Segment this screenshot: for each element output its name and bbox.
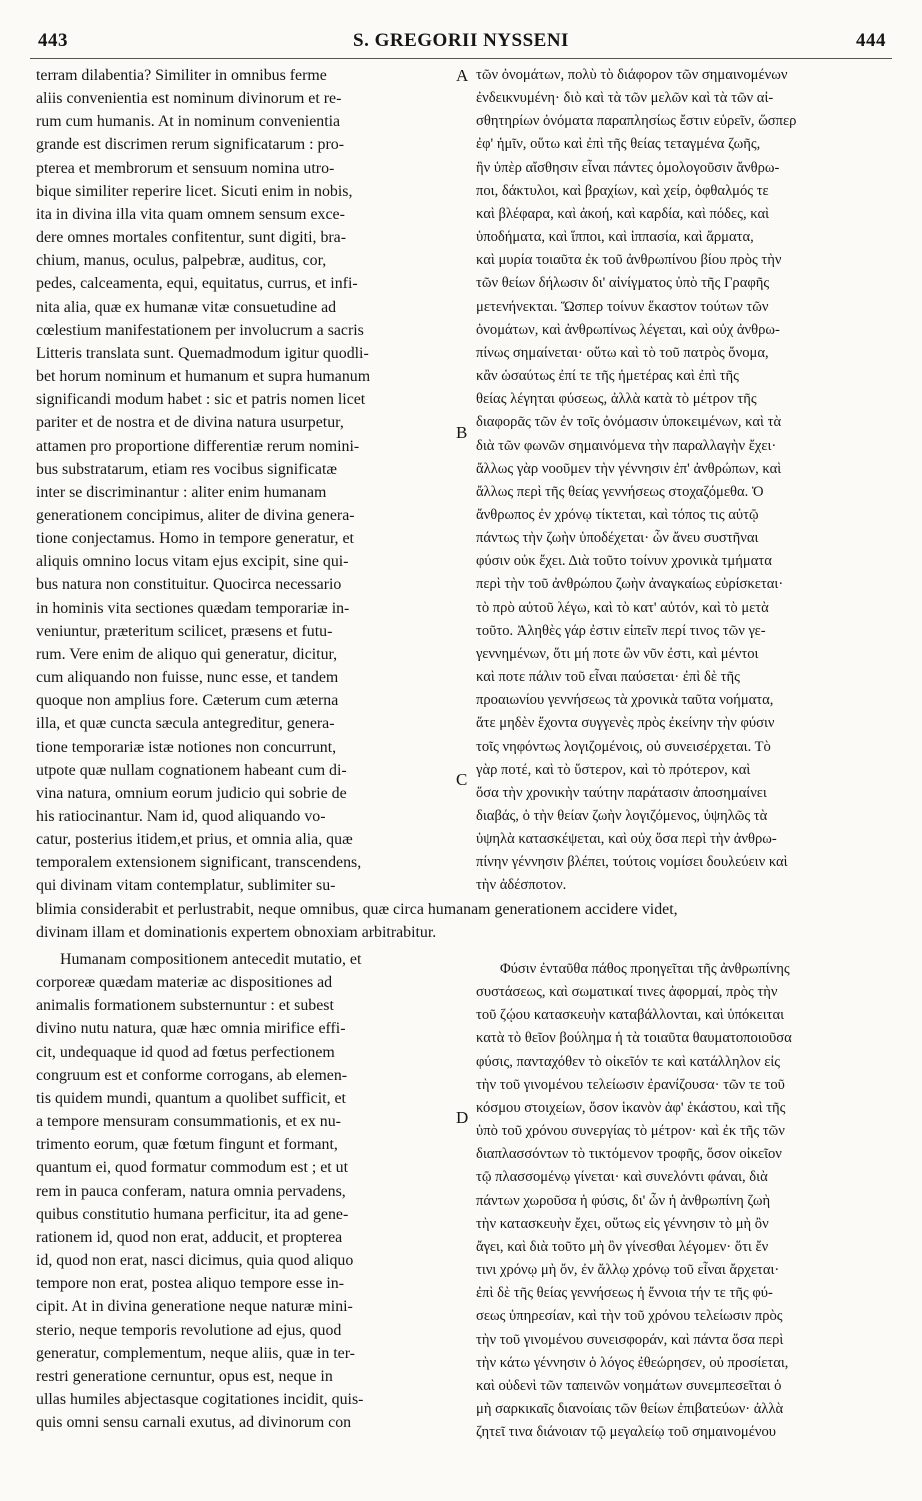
text-line: tis quidem mundi, quantum a quolibet sufficit, et (36, 1089, 346, 1107)
text-line: ἄλλως γὰρ νοοῦμεν τὴν γέννησιν ἐπ' ἀνθρώπων, καὶ (476, 460, 782, 477)
text-line: συστάσεως, καὶ σωματικαί τινες ἀφορμαί, πρὸς τὴν (476, 984, 778, 1001)
text-line: bet horum nominum et humanum et supra humanum (36, 368, 371, 386)
text-line: Litteris translata sunt. Quemadmodum igitur quodli- (36, 344, 369, 362)
text-line: γὰρ ποτέ, καὶ τὸ ὕστερον, καὶ τὸ πρότερον, καὶ (476, 761, 751, 778)
text-line: ἐπὶ δὲ τῆς θείας γεννήσεως ἡ ἔννοια τήν τε τῆς φύ- (476, 1285, 773, 1302)
text-line: μετενήνεκται. Ὥσπερ τοίνυν ἕκαστον τούτων τῶν (476, 298, 769, 315)
text-line: vina natura, omnium eorum judicio qui sobrie de (36, 784, 347, 802)
text-line: quibus constitutio humana perficitur, ita ad gene- (36, 1205, 349, 1223)
margin-letter-c: C (456, 770, 468, 789)
margin-letter-d: D (456, 1108, 469, 1127)
text-line: τὸ πρὸ αὐτοῦ λέγω, καὶ τὸ κατ' αὐτόν, καὶ τὸ μετὰ (476, 599, 769, 616)
text-line: nita alia, quæ ex humanæ vitæ consuetudine ad (36, 298, 337, 316)
text-line: Humanam compositionem antecedit mutatio, et (60, 951, 362, 968)
text-line: διαπλασσόντων τὸ τικτόμενον τροφῆς, ὅσον οἰκεῖον (476, 1146, 782, 1163)
text-line: ἐφ' ἡμῖν, οὕτω καὶ ἐπὶ τῆς θείας τεταγμένα ζωῆς, (476, 136, 761, 153)
text-line: a tempore mensuram consummationis, et ex nu- (36, 1113, 341, 1131)
margin-letter-b: B (456, 423, 468, 442)
text-line: aliquis omnino locus vitam ejus excipit, sine qui- (36, 553, 349, 571)
text-line: quantum ei, quod formatur commodum est ; et ut (36, 1159, 349, 1177)
text-line: φύσις, πανταχόθεν τὸ οἰκεῖόν τε καὶ κατάλληλον εἰς (476, 1053, 781, 1070)
right-page-number: 444 (856, 30, 886, 51)
text-line: ποι, δάκτυλοι, καὶ βραχίων, καὶ χείρ, ὀφθαλμός τε (476, 182, 769, 199)
running-title: S. GREGORII NYSSENI (353, 30, 569, 51)
text-line: congruum est et conforme corrogans, ab elemen- (36, 1066, 348, 1084)
text-line: quoque non amplius fore. Cæterum cum æterna (36, 692, 339, 710)
header-rule (30, 58, 892, 59)
text-line: ἣν ὑπὲρ αἴσθησιν εἶναι πάντες ὁμολογοῦσιν ἄνθρω- (476, 159, 780, 176)
text-line: καὶ οὐδενὶ τῶν ταπεινῶν νοημάτων συνεμπεσεῖται ὁ (476, 1377, 782, 1394)
text-line: tempore non erat, postea aliquo tempore esse in- (36, 1275, 344, 1293)
text-line: blimia considerabit et perlustrabit, neque omnibus, quæ circa humanam generationem accidere videt, (36, 901, 678, 918)
text-line: ζητεῖ τινα διάνοιαν τῷ μεγαλείῳ τοῦ σημαινομένου (476, 1424, 776, 1441)
text-line: κόσμου στοιχείων, ὅσον ἱκανὸν ἀφ' ἑκάστου, καὶ τῆς (476, 1099, 786, 1116)
text-line: τὴν κάτω γέννησιν ὁ λόγος ἐθεώρησεν, οὐ προσίεται, (476, 1354, 789, 1371)
text-line: cum aliquando non fuisse, nunc esse, et tandem (36, 669, 339, 687)
text-line: κατὰ τὸ θεῖον βούλημα ἡ τὰ τοιαῦτα θαυματοποιοῦσα (476, 1030, 792, 1047)
margin-letter-a: A (456, 66, 469, 85)
text-line: ἄλλως περὶ τῆς θείας γεννήσεως στοχαζόμεθα. Ὁ (476, 483, 764, 500)
text-line: θείας λέγηται φύσεως, ἀλλὰ κατὰ τὸ μέτρον τῆς (476, 391, 757, 408)
latin-column-upper (36, 64, 454, 898)
text-line: τῶν θείων δήλωσιν δι' αἰνίγματος ὑπὸ τῆς Γραφῆς (476, 275, 770, 292)
text-line: id, quod non erat, nasci dicimus, quia quod aliquo (36, 1252, 354, 1270)
text-line: ὑποδήματα, καὶ ἵπποι, καὶ ἱππασία, καὶ ἅρματα, (476, 229, 754, 246)
text-line: rationem id, quod non erat, adducit, et propterea (36, 1228, 343, 1246)
text-line: ὀνομάτων, καὶ ἀνθρωπίνως λέγεται, καὶ οὐχ ἀνθρω- (476, 321, 780, 338)
text-line: veniuntur, præteritum scilicet, præsens et futu- (36, 622, 333, 640)
text-line: tione conjectamus. Homo in tempore generatur, et (36, 530, 354, 548)
text-line: aliis convenientia est nominum divinorum et re- (36, 90, 342, 108)
text-line: illa, et quæ cuncta sæcula antegreditur, genera- (36, 715, 335, 733)
text-line: grande est discrimen rerum significatarum : pro- (36, 136, 344, 154)
text-line: sterio, neque temporis revolutione ad ejus, quod (36, 1321, 342, 1339)
text-line: attamen pro proportione differentiæ rerum nomini- (36, 437, 360, 455)
greek-column-lower (476, 958, 884, 1444)
text-line: bique similiter reperire licet. Sicuti enim in nobis, (36, 182, 353, 200)
text-line: trimento eorum, quæ fœtum fingunt et formant, (36, 1136, 338, 1154)
text-line: restri generatione cernuntur, opus est, neque in (36, 1367, 333, 1385)
text-line: corporeæ quædam materiæ ac dispositiones ad (36, 974, 333, 992)
text-line: ἄνθρωπος ἐν χρόνῳ τίκτεται, καὶ τόπος τις αὐτῷ (476, 506, 759, 523)
text-line: περὶ τὴν τοῦ ἀνθρώπου ζωὴν ἀναγκαίως εὑρίσκεται· (476, 576, 784, 593)
greek-column-upper (476, 64, 884, 898)
text-line: significandi modum habet : sic et patris nomen licet (36, 391, 366, 409)
text-line: μὴ σαρκικαῖς διανοίαις τῶν θείων ἐπιβατεύων· ἀλλὰ (476, 1400, 784, 1417)
text-line: cipit. At in divina generatione neque naturæ mini- (36, 1298, 353, 1316)
text-line: πάντων χωροῦσα ἡ φύσις, δι' ὧν ἡ ἀνθρωπίνη ζωὴ (476, 1192, 771, 1209)
text-line: τὴν κατασκευὴν ἔχει, οὕτως εἰς γέννησιν τὸ μὴ ὂν (476, 1215, 769, 1232)
text-line: bus natura non constituitur. Quocirca necessario (36, 576, 342, 594)
text-line: qui divinam vitam contemplatur, sublimiter su- (36, 877, 336, 895)
text-line: φύσιν οὐκ ἔχει. Διὰ τοῦτο τοίνυν χρονικὰ τμήματα (476, 553, 772, 570)
text-line: utpote quæ nullam cognationem habeant cum di- (36, 761, 347, 779)
left-page-number: 443 (38, 30, 68, 51)
text-line: pariter et de nostra et de divina natura usurpetur, (36, 414, 344, 432)
text-line: rum cum humanis. At in nominum convenientia (36, 113, 341, 131)
text-line: ita in divina illa vita quam omnem sensum exce- (36, 205, 345, 223)
text-line: inter se discriminantur : aliter enim humanam (36, 483, 327, 501)
text-line: pterea et membrorum et sensuum nomina utro- (36, 159, 335, 177)
text-line: terram dilabentia? Similiter in omnibus ferme (36, 67, 327, 84)
text-line: διαφορᾶς τῶν ἐν τοῖς ὀνόμασιν ὑποκειμένων, καὶ τὰ (476, 414, 782, 431)
text-line: τινι χρόνῳ μὴ ὄν, ἐν ἄλλῳ χρόνῳ τοῦ εἶναι ἄρχεται· (476, 1262, 780, 1279)
text-line: τοῦτο. Ἀληθὲς γάρ ἐστιν εἰπεῖν περί τινος τῶν γε- (476, 622, 766, 639)
text-line: πάντως τὴν ζωὴν ὑποδέχεται· ὧν ἄνευ συστῆναι (476, 530, 759, 547)
text-line: quis omni sensu carnali exutus, ad divinorum con (36, 1414, 352, 1432)
text-line: τῶν ὀνομάτων, πολὺ τὸ διάφορον τῶν σημαινομένων (476, 67, 788, 83)
text-line: καὶ μυρία τοιαῦτα ἐκ τοῦ ἀνθρωπίνου βίου πρὸς τὴν (476, 252, 782, 269)
text-line: κἂν ὡσαύτως ἐπί τε τῆς ἡμετέρας καὶ ἐπὶ τῆς (476, 368, 739, 385)
text-line: temporalem extensionem significant, transcendens, (36, 854, 362, 872)
text-line: divino nutu natura, quæ hæc omnia mirifice effi- (36, 1020, 346, 1038)
latin-column-lower (36, 948, 454, 1434)
text-line: ὑψηλὰ κατασκέψεται, καὶ οὐχ ὅσα περὶ τὴν ἀνθρω- (476, 831, 777, 848)
text-line: ἄγει, καὶ διὰ τοῦτο μὴ ὂν γίνεσθαι λέγομεν· ὅτι ἔν (476, 1238, 769, 1255)
text-line: rum. Vere enim de aliquo qui generatur, dicitur, (36, 645, 338, 663)
text-line: τῷ πλασσομένῳ γίνεται· καὶ συνελόντι φάναι, διὰ (476, 1169, 768, 1186)
text-line: τοῦ ζῴου κατασκευὴν καταβάλλονται, καὶ ὑπόκειται (476, 1007, 785, 1024)
text-line: καὶ ποτε πάλιν τοῦ εἶναι παύσεται· ἐπὶ δὲ τῆς (476, 669, 740, 686)
text-line: σεως ὑπηρεσίαν, καὶ τὴν τοῦ χρόνου τελείωσιν πρὸς (476, 1308, 783, 1325)
text-line: ullas humiles abjectasque cogitationes incidit, quis- (36, 1390, 364, 1408)
full-width-latin-lines (36, 898, 884, 944)
text-line: διαβάς, ὁ τὴν θείαν ζωὴν λογιζόμενος, ὑψηλῶς τὰ (476, 808, 768, 824)
text-line: chium, manus, oculus, palpebræ, auditus, cor, (36, 252, 327, 270)
text-line: his ratiocinantur. Nam id, quod aliquando vo- (36, 808, 326, 825)
text-line: ὅσα τὴν χρονικὴν ταύτην παράτασιν ἀποσημαίνει (476, 784, 767, 801)
text-line: πίνως σημαίνεται· οὕτω καὶ τὸ τοῦ πατρὸς ὄνομα, (476, 344, 769, 361)
text-line: pedes, calceamenta, equi, equitatus, currus, et infi- (36, 275, 358, 293)
text-line: τοῖς νηφόντως λογιζομένοις, οὐ συνεισέρχεται. Τὸ (476, 738, 771, 755)
text-line: ἅτε μηδὲν ἔχοντα συγγενὲς πρὸς ἐκείνην τὴν φύσιν (476, 715, 775, 732)
text-line: ἐνδεικνυμένη· διὸ καὶ τὰ τῶν μελῶν καὶ τὰ τῶν αἰ- (476, 90, 774, 107)
text-line: generationem concipimus, aliter de divina genera- (36, 506, 355, 524)
text-line: cœlestium manifestationem per involucrum a sacris (36, 321, 364, 339)
text-line: Φύσιν ἐνταῦθα πάθος προηγεῖται τῆς ἀνθρωπίνης (500, 961, 790, 977)
text-line: catur, posterius itidem,et prius, et omnia alia, quæ (36, 831, 353, 849)
text-line: ὑπὸ τοῦ χρόνου συνεργίας τὸ μέτρον· καὶ ἐκ τῆς τῶν (476, 1123, 785, 1140)
text-line: dere omnes mortales confitentur, sunt digiti, bra- (36, 229, 347, 247)
text-line: animalis formationem substernuntur : et subest (36, 997, 334, 1015)
text-line: rem in pauca conferam, natura omnia pervadens, (36, 1182, 346, 1200)
text-line: προαιωνίου γεννήσεως τὰ χρονικὰ ταῦτα νοήματα, (476, 692, 774, 709)
text-line: bus substratarum, etiam res vocibus significatæ (36, 460, 337, 478)
text-line: διὰ τῶν φωνῶν σημαινόμενα τὴν παραλλαγὴν ἔχει· (476, 437, 777, 454)
text-line: generatur, complementum, neque aliis, quæ in ter- (36, 1344, 355, 1362)
text-line: σθητηρίων ὀνόματα παραπλησίως ἔστιν εὑρεῖν, ὥσπερ (476, 113, 797, 130)
text-line: καὶ βλέφαρα, καὶ ἀκοή, καὶ καρδία, καὶ πόδες, καὶ (476, 205, 770, 222)
text-line: πίνην γέννησιν βλέπει, τούτοις νομίσει δουλεύειν καὶ (476, 854, 788, 871)
text-line: τὴν τοῦ γινομένου τελείωσιν ἐρανίζουσα· τῶν τε τοῦ (476, 1076, 785, 1093)
text-line: τὴν ἀδέσποτον. (476, 877, 567, 894)
page-header (30, 30, 892, 60)
text-line: in hominis vita sectiones quædam temporariæ in- (36, 599, 350, 617)
text-line: τὴν τοῦ γινομένου συνεισφοράν, καὶ πάντα ὅσα περὶ (476, 1331, 784, 1348)
text-line: tione temporariæ istæ notiones non concurrunt, (36, 738, 337, 756)
text-line: γεννημένων, ὅτι μή ποτε ὢν νῦν ἐστι, καὶ μέντοι (476, 645, 759, 662)
text-line: cit, undequaque id quod ad fœtus perfectionem (36, 1043, 335, 1061)
text-line: divinam illam et dominationis expertem obnoxiam arbitrabitur. (36, 924, 437, 942)
